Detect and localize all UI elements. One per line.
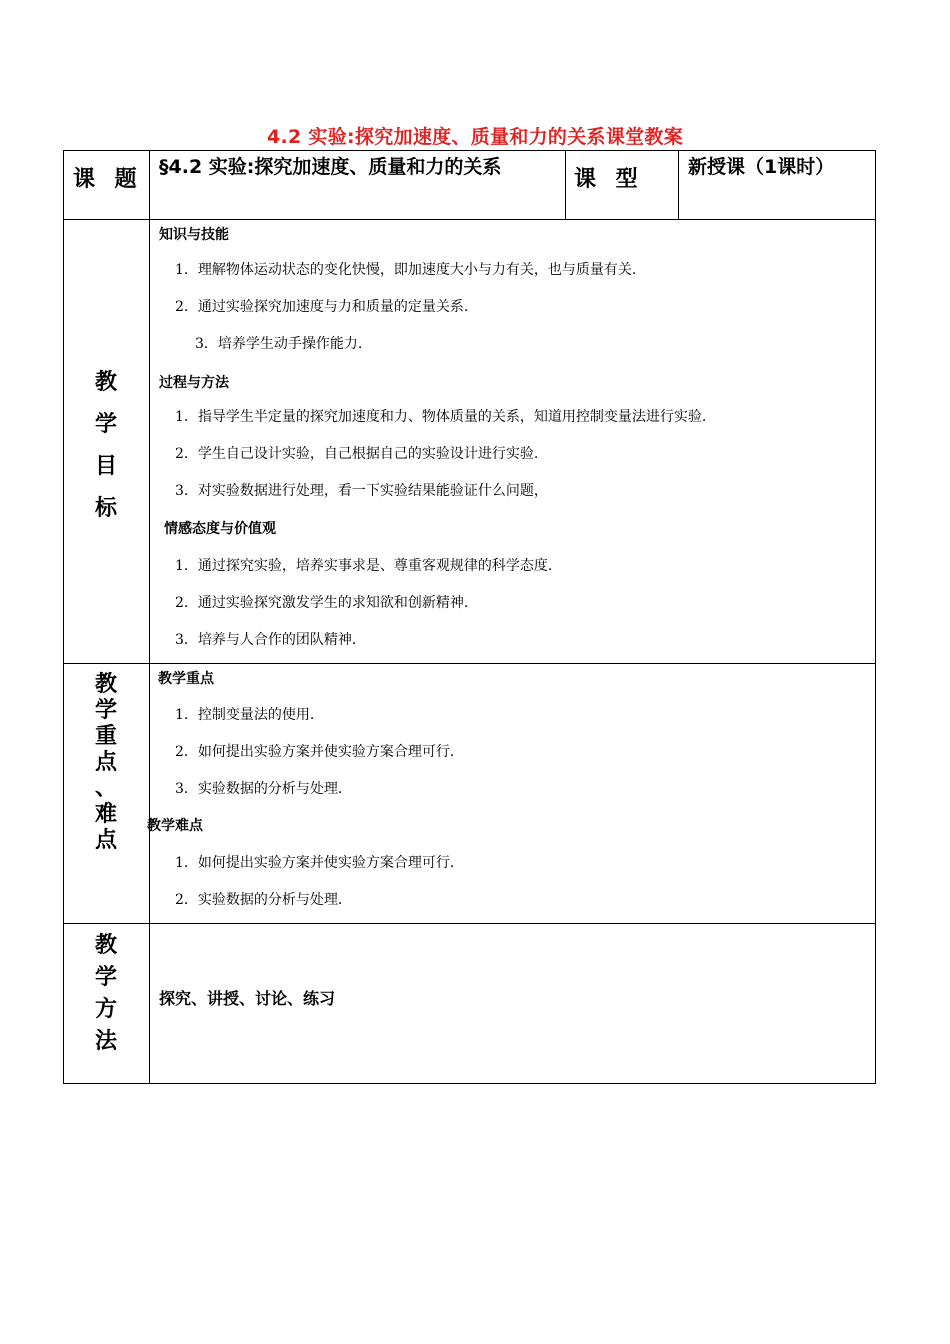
methods-value: 探究、讲授、讨论、练习 [159, 989, 336, 1008]
objective-item: 1．理解物体运动状态的变化快慢，即加速度大小与力有关，也与质量有关. [175, 262, 637, 278]
key-point-item: 1．控制变量法的使用. [175, 707, 315, 723]
objective-item: 2．通过实验探究激发学生的求知欲和创新精神. [175, 595, 469, 611]
objective-group-heading: 情感态度与价值观 [164, 521, 276, 537]
lesson-type-value: 新授课（1课时） [688, 156, 835, 178]
key-point-item: 2．如何提出实验方案并使实验方案合理可行. [175, 744, 455, 760]
topic-value: §4.2 实验:探究加速度、质量和力的关系 [159, 156, 502, 178]
objective-item: 1．通过探究实验，培养实事求是、尊重客观规律的科学态度. [175, 558, 553, 574]
objective-item: 1．指导学生半定量的探究加速度和力、物体质量的关系，知道用控制变量法进行实验. [175, 409, 707, 425]
difficulties-heading: 教学难点 [147, 818, 203, 834]
objectives-label: 教 学 目 标 [94, 370, 117, 521]
difficulty-item: 2．实验数据的分析与处理. [175, 892, 343, 908]
column-divider [565, 150, 566, 220]
row-divider [63, 923, 876, 924]
objective-group-heading: 知识与技能 [159, 227, 229, 243]
objective-item: 3．对实验数据进行处理，看一下实验结果能验证什么问题， [175, 483, 548, 499]
lesson-plan-table [63, 150, 876, 1084]
topic-label: 课 题 [73, 167, 143, 192]
document-title: 4.2 实验:探究加速度、质量和力的关系课堂教案 [266, 126, 684, 148]
objective-item: 3．培养学生动手操作能力. [195, 336, 363, 352]
methods-label: 教 学 方 法 [94, 933, 117, 1054]
objective-item: 2．学生自己设计实验，自己根据自己的实验设计进行实验. [175, 446, 539, 462]
column-divider [678, 150, 679, 220]
objective-item: 3．培养与人合作的团队精神. [175, 632, 357, 648]
key-point-item: 3．实验数据的分析与处理. [175, 781, 343, 797]
lesson-type-label: 课 型 [574, 167, 644, 192]
objective-item: 2．通过实验探究加速度与力和质量的定量关系. [175, 299, 469, 315]
key-points-label: 教 学 重 点 、 难 点 [94, 672, 117, 853]
difficulty-item: 1．如何提出实验方案并使实验方案合理可行. [175, 855, 455, 871]
row-divider [63, 219, 876, 220]
row-divider [63, 663, 876, 664]
objective-group-heading: 过程与方法 [159, 375, 229, 391]
key-points-heading: 教学重点 [158, 671, 214, 687]
column-divider [149, 150, 150, 1084]
